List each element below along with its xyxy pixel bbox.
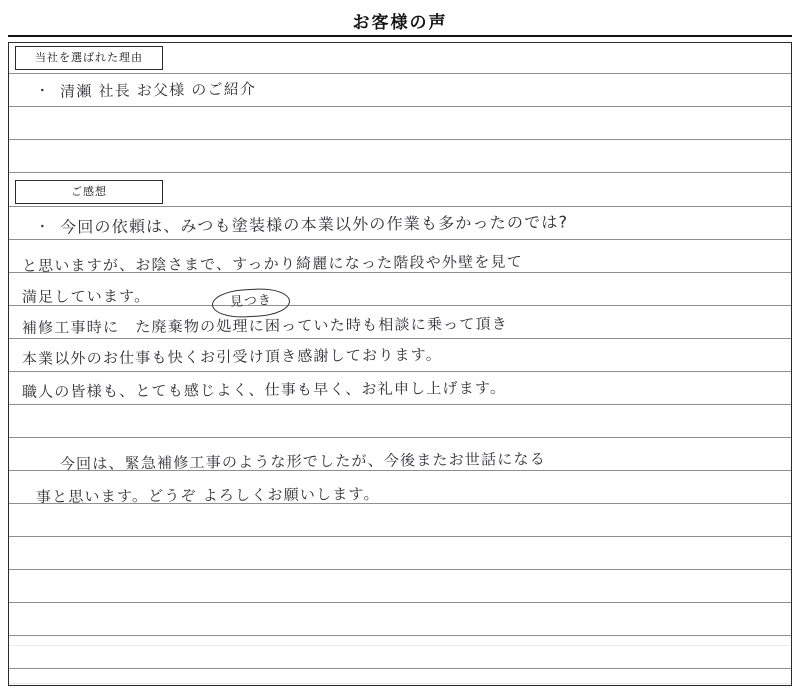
handwriting-text: 補修工事時に た廃棄物の処理に困っていた時も相談に乗って頂き: [21, 314, 508, 338]
page-title: [0, 8, 800, 33]
handwriting-text: 職人の皆様も、とても感じよく、仕事も早く、お礼申し上げます。: [21, 378, 507, 402]
handwriting-text: 今回は、緊急補修工事のような形でしたが、今後またお世話になる: [59, 449, 546, 474]
handwriting-text: 満足しています。: [21, 287, 151, 307]
section-label-impression: ご感想: [15, 180, 163, 204]
page-title-text: お客様の声: [352, 13, 448, 32]
handwriting-impression-line-5: [22, 344, 442, 369]
handwriting-bullet: ・: [35, 219, 51, 236]
handwriting-text: 今回の依頼は、みつも塗装様の本業以外の作業も多かったのでは?: [59, 212, 569, 237]
handwriting-text: と思いますが、お陰さまで、すっかり綺麗になった階段や外壁を見て: [21, 252, 523, 276]
handwriting-text: 事と思います。どうぞ よろしくお願いします。: [35, 485, 380, 507]
section-label-reason: 当社を選ばれた理由: [15, 46, 163, 70]
handwriting-text: 清瀬 社長 お父様 のご紹介: [59, 79, 257, 101]
handwriting-impression-line-8: [36, 483, 380, 507]
handwriting-impression-line-4: [22, 313, 508, 338]
handwriting-impression-line-6: [22, 377, 506, 402]
title-divider: [8, 35, 792, 37]
handwriting-reason-line-1: [36, 77, 257, 102]
handwriting-annotation-text: 見つき: [229, 292, 273, 311]
handwriting-impression-line-2: [22, 251, 523, 276]
handwriting-impression-line-3: [22, 285, 151, 307]
handwriting-bullet: ・: [35, 83, 51, 100]
handwriting-text: 本業以外のお仕事も快くお引受け頂き感謝しております。: [21, 345, 442, 369]
